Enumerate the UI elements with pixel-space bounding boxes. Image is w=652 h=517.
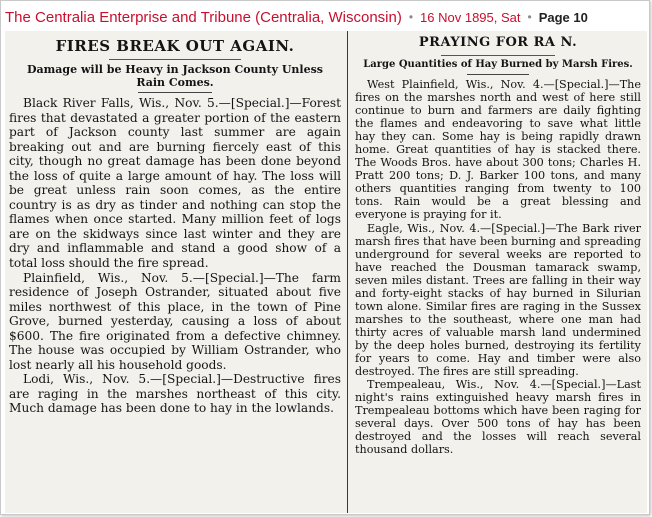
deck-rule: [467, 74, 530, 75]
headline-rule: [441, 55, 555, 56]
article-paragraph: Black River Falls, Wis., Nov. 5.—[Special.]—Forest fires that devastated a greater portion of the eastern part of Jackson county last summer are again breaking out and are burning fiercely east of this city, though no great damage has been done beyond the loss of quite a large amount of hay. The loss will be great unless rain soon comes, as the entire country is as dry as tinder and nothing can stop the flames when once started. Many million feet of logs are on the skidways since last winter and they are dry and inflammable and stand a good show of a total loss should the fire spread.: [9, 96, 341, 271]
header-separator: •: [408, 10, 414, 24]
article-paragraph: Eagle, Wis., Nov. 4.—[Special.]—The Bark river marsh fires that have been burning and spreading underground for several weeks are reported to have reached the Dousman tamarack swamp, seven miles distant. Trees are falling in their way and forty-eight stacks of hay burned in Silurian town alone. Similar fires are raging in the Sussex marshes to the southeast, where one man had thirty acres of valuable marsh land undermined by the deep holes burned, destroying its fertility for years to come. Hay and timber were also destroyed. The fires are still spreading.: [355, 221, 641, 379]
article-paragraph: Lodi, Wis., Nov. 5.—[Special.]—Destructive fires are raging in the marshes northeast of this city. Much damage has been done to hay in the lowlands.: [9, 372, 341, 416]
column-divider: [347, 31, 348, 513]
publication-date[interactable]: 16 Nov 1895, Sat: [420, 9, 521, 25]
headline-rule: [109, 59, 242, 60]
page-number[interactable]: Page 10: [538, 9, 588, 25]
right-subheadline: Large Quantities of Hay Burned by Marsh Fires.: [363, 59, 633, 70]
article-paragraph: Plainfield, Wis., Nov. 5.—[Special.]—The farm residence of Joseph Ostrander, situated about five miles northwest of this place, in the town of Pine Grove, burned yesterday, causing a loss of about $600. The fire originated from a defective chimney. The house was occupied by William Ostrander, who lost nearly all his household goods.: [9, 270, 341, 372]
left-headline: FIRES BREAK OUT AGAIN.: [55, 37, 295, 55]
deck-rule: [138, 92, 211, 93]
right-article: [355, 31, 641, 513]
article-paragraph: West Plainfield, Wis., Nov. 4.—[Special.]—The fires on the marshes north and west of here still continue to burn and farmers are daily fighting the flames and endeavoring to save what little hay they can. Some hay is being rapidly drawn home. Great quantities of hay is stacked there. The Woods Bros. have about 300 tons; Charles H. Pratt 200 tons; D. J. Barker 100 tons, and many others quantities ranging from twenty to 100 tons. Rain would be a great blessing and everyone is praying for it.: [355, 78, 641, 222]
article-paragraph: Trempealeau, Wis., Nov. 4.—[Special.]—Last night's rains extinguished heavy marsh fires in Trempealeau bottoms which have been raging for several days. Over 500 tons of hay has been destroyed and the losses will reach several thousand dollars.: [355, 378, 641, 457]
clipping-header: [5, 5, 647, 29]
newspaper-clipping: [5, 31, 647, 513]
right-headline: PRAYING FOR RA N.: [418, 35, 578, 50]
left-subheadline: Damage will be Heavy in Jackson County Unless Rain Comes.: [27, 63, 323, 89]
publication-title[interactable]: The Centralia Enterprise and Tribune (Centralia, Wisconsin): [5, 8, 402, 26]
left-article: [9, 31, 341, 513]
header-separator: •: [527, 10, 532, 24]
